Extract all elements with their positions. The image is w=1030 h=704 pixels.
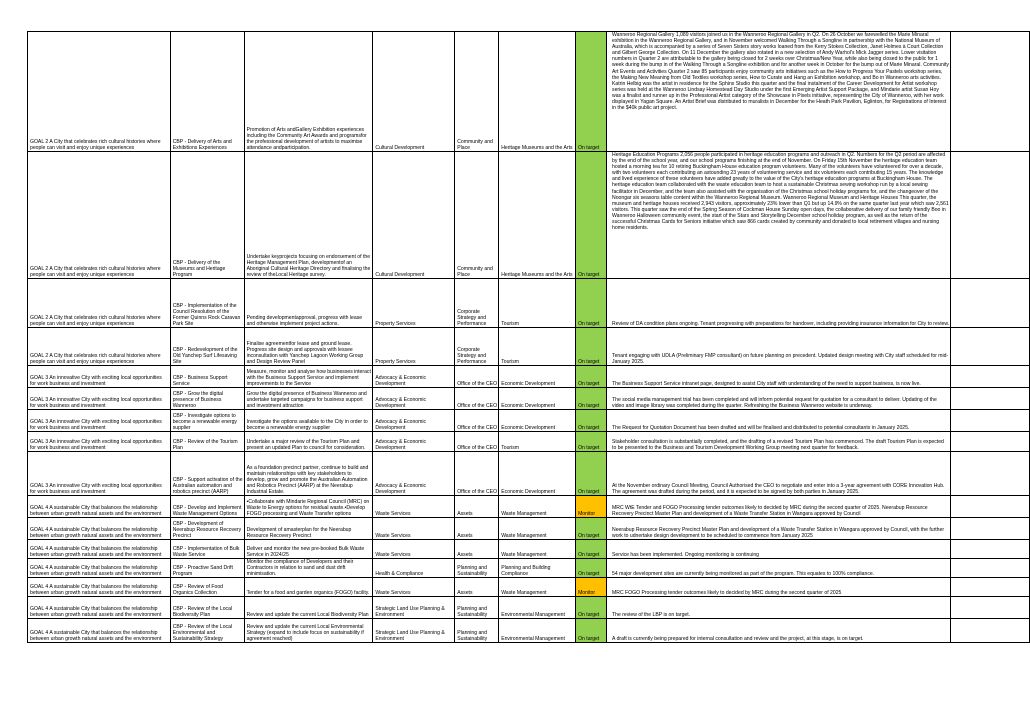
goal-cell[interactable]: GOAL 3 An innovative City with exciting local opportunities for work business and investment: [28, 452, 171, 496]
goal-cell[interactable]: GOAL 2 A City that celebrates rich cultural histories where people can visit and enjoy unique experiences: [28, 328, 171, 366]
project-cell[interactable]: CBP - Review of the Local Environmental and Sustainability Strategy: [170, 619, 244, 643]
directorate-cell[interactable]: Community and Place: [455, 32, 499, 152]
strategy-cell[interactable]: Waste Management: [499, 540, 576, 559]
empty-cell[interactable]: [951, 388, 1030, 410]
empty-cell[interactable]: [951, 328, 1030, 366]
strategy-cell[interactable]: Economic Development: [499, 366, 576, 388]
strategy-cell[interactable]: Economic Development: [499, 452, 576, 496]
goal-cell[interactable]: GOAL 3 An innovative City with exciting local opportunities for work business and investment: [28, 410, 171, 432]
description-cell[interactable]: Review and update the current Local Biodiversity Plan: [244, 597, 373, 619]
comment-cell[interactable]: The Request for Quotation Document has been drafted and will be finalised and distributed to potential consultants in January 2025.: [607, 410, 951, 432]
project-cell[interactable]: CBP - Business Support Service: [170, 366, 244, 388]
project-cell[interactable]: CBP - Develop and Implement Waste Management Options: [170, 496, 244, 518]
table-row: [28, 578, 1030, 597]
empty-cell[interactable]: [951, 597, 1030, 619]
strategy-cell[interactable]: Tourism: [499, 432, 576, 452]
comment-cell[interactable]: MRC FOGO Processing tender outcomes likely to decided by MRC during the second quarter of 2025: [607, 578, 951, 597]
table-row: [28, 388, 1030, 410]
directorate-cell[interactable]: Assets: [455, 578, 499, 597]
project-cell[interactable]: CBP - Delivery of Arts and Exhibitions Experiences: [170, 32, 244, 152]
directorate-cell[interactable]: Planning and Sustainability: [455, 619, 499, 643]
project-cell[interactable]: CBP - Implementation of Bulk Waste Service: [170, 540, 244, 559]
status-cell[interactable]: On target: [576, 559, 607, 578]
comment-cell[interactable]: The Business Support Service intranet page, designed to assist City staff with understanding of the need to support business, is now live.: [607, 366, 951, 388]
directorate-cell[interactable]: Office of the CEO: [455, 410, 499, 432]
table-row: [28, 559, 1030, 578]
status-cell[interactable]: On target: [576, 32, 607, 152]
directorate-cell[interactable]: Planning and Sustainability: [455, 597, 499, 619]
comment-cell[interactable]: The review of the LBP is on target.: [607, 597, 951, 619]
table-row: [28, 540, 1030, 559]
project-cell[interactable]: CBP - Support activation of the Australian automation and robotics precinct (AARP): [170, 452, 244, 496]
goal-cell[interactable]: GOAL 4 A sustainable City that balances the relationship between urban growth natural assets and the environment: [28, 540, 171, 559]
business-unit-cell[interactable]: Strategic Land Use Planning & Environment: [373, 597, 455, 619]
status-cell[interactable]: On target: [576, 388, 607, 410]
strategy-cell[interactable]: Planning and Building Compliance: [499, 559, 576, 578]
status-cell[interactable]: On target: [576, 279, 607, 328]
business-unit-cell[interactable]: Property Services: [373, 279, 455, 328]
comment-cell[interactable]: Service has been implemented. Ongoing monitoring is continuing: [607, 540, 951, 559]
project-cell[interactable]: CBP - Proactive Sand Drift Program: [170, 559, 244, 578]
status-cell[interactable]: On target: [576, 597, 607, 619]
table-row: [28, 366, 1030, 388]
status-cell[interactable]: Monitor: [576, 496, 607, 518]
project-cell[interactable]: CBP - Development of Neerabup Resource Recovery Precinct: [170, 518, 244, 540]
description-cell[interactable]: As a foundation precinct partner, continue to build and maintain relationships with key stakeholders to develop, grow and promote the Australian Automation and Robotics Precinct (AARP) at the Neerabup Industrial Estate.: [244, 452, 373, 496]
description-cell[interactable]: •Collaborate with Mindarie Regional Council (MRC) on Waste to Energy options for residual waste.•Develop FOGO processing and Waste Transfer options: [244, 496, 373, 518]
project-cell[interactable]: CBP - Investigate options to become a renewable energy supplier: [170, 410, 244, 432]
status-cell[interactable]: On target: [576, 518, 607, 540]
goal-cell[interactable]: GOAL 4 A sustainable City that balances the relationship between urban growth natural assets and the environment: [28, 496, 171, 518]
comment-cell[interactable]: Tenant engaging with UDLA (Preliminary FMP consultant) on future planning on precedent. Updated design meeting with City staff scheduled for mid-January 2025.: [607, 328, 951, 366]
directorate-cell[interactable]: Assets: [455, 496, 499, 518]
business-unit-cell[interactable]: Advocacy & Economic Development: [373, 366, 455, 388]
strategy-cell[interactable]: Waste Management: [499, 578, 576, 597]
goal-cell[interactable]: GOAL 2 A City that celebrates rich cultural histories where people can visit and enjoy unique experiences: [28, 32, 171, 152]
directorate-cell[interactable]: Planning and Sustainability: [455, 559, 499, 578]
business-unit-cell[interactable]: Strategic Land Use Planning & Environment: [373, 619, 455, 643]
report-table: [27, 31, 1030, 643]
description-cell[interactable]: Grow the digital presence of Business Wanneroo and undertake targeted campaigns for business support and investment attraction: [244, 388, 373, 410]
project-cell[interactable]: CBP - Review of the Tourism Plan: [170, 432, 244, 452]
table-row: [28, 518, 1030, 540]
empty-cell[interactable]: [951, 152, 1030, 279]
strategy-cell[interactable]: Waste Management: [499, 496, 576, 518]
goal-cell[interactable]: GOAL 3 An innovative City with exciting local opportunities for work business and investment: [28, 366, 171, 388]
goal-cell[interactable]: GOAL 4 A sustainable City that balances the relationship between urban growth natural assets and the environment: [28, 559, 171, 578]
project-cell[interactable]: CBP - Redevelopment of the Old Yanchep Surf Lifesaving Site: [170, 328, 244, 366]
strategy-cell[interactable]: Environmental Management: [499, 597, 576, 619]
strategy-cell[interactable]: Waste Management: [499, 518, 576, 540]
status-cell[interactable]: On target: [576, 452, 607, 496]
comment-cell[interactable]: Review of DA condition plans ongoing. Tenant progressing with preparations for handover, including providing insurance information for City to review.: [607, 279, 951, 328]
strategy-cell[interactable]: Tourism: [499, 328, 576, 366]
table-row: [28, 452, 1030, 496]
directorate-cell[interactable]: Office of the CEO: [455, 366, 499, 388]
empty-cell[interactable]: [951, 432, 1030, 452]
business-unit-cell[interactable]: Property Services: [373, 328, 455, 366]
project-cell[interactable]: CBP - Review of Food Organics Collection: [170, 578, 244, 597]
status-cell[interactable]: On target: [576, 366, 607, 388]
table-row: [28, 328, 1030, 366]
business-unit-cell[interactable]: Waste Services: [373, 518, 455, 540]
description-cell[interactable]: Finalise agreementfor lease and ground lease. Progress site design and approvals with lessee inconsultation with Yanchep Lagoon Working Group and Design Review Panel: [244, 328, 373, 366]
goal-cell[interactable]: GOAL 2 A City that celebrates rich cultural histories where people can visit and enjoy unique experiences: [28, 152, 171, 279]
status-cell[interactable]: On target: [576, 152, 607, 279]
directorate-cell[interactable]: Corporate Strategy and Performance: [455, 279, 499, 328]
goal-cell[interactable]: GOAL 3 An innovative City with exciting local opportunities for work business and investment: [28, 388, 171, 410]
description-cell[interactable]: Promotion of Arts andGallery Exhibition experiences including the Community Art Awards and programsfor the professional development of artists to maximise attendance andparticipation.: [244, 32, 373, 152]
table-row: [28, 496, 1030, 518]
description-cell[interactable]: Undertake a major review of the Tourism Plan and present an updated Plan to council for consideration.: [244, 432, 373, 452]
strategy-cell[interactable]: Environmental Management: [499, 619, 576, 643]
goal-cell[interactable]: GOAL 2 A City that celebrates rich cultural histories where people can visit and enjoy unique experiences: [28, 279, 171, 328]
comment-cell[interactable]: Heritage Education Programs 2,056 people participated in heritage education programs and outreach in Q2. Numbers for the Q2 period are affected by the end of the school year, and our school programs finishing at the end of November. On Friday 15th November the heritage education team hosted a morning tea for 10 retiring Buckingham House education program volunteers. Many of the volunteers have volunteered for over a decade, with two volunteers each contributing an astounding 23 years of volunteering service and six volunteers each contributing 15 years. The knowledge and lived experience of these volunteers have added greatly to the value of the City's heritage education programs at Buckingham House. The heritage education team collaborated with the waste education team to host a sustainable Christmas sewing workshop run by a local sewing facilitator in December, and the team also assisted with the organisation of the Christmas school holiday programs for, and the changeover of the Noongar six seasons table content within the Wanneroo Regional Museum. Wanneroo Regional Museum and Heritage Houses This quarter, the museum and heritage houses received 2,943 visitors, approximately 23% lower than Q1 but up 14.9% on the same quarter last year which saw 2,561 visitors. This quarter saw the end of the Spring Season of Cockman House Sunday open days, the collaborative delivery of our family friendly Boo in Wanneroo Halloween community event, the start of the Stars and Storytelling December school holiday program, as well as the return of the successful Christmas Cards for Seniors initiative which saw 866 cards created by community and donated to local retirement villages and nursing home residents.: [607, 152, 951, 279]
status-cell[interactable]: On target: [576, 410, 607, 432]
business-unit-cell[interactable]: Advocacy & Economic Development: [373, 388, 455, 410]
goal-cell[interactable]: GOAL 4 A sustainable City that balances the relationship between urban growth natural assets and the environment: [28, 518, 171, 540]
description-cell[interactable]: Monitor the compliance of Developers and their Contractors in relation to sand and dust drift minimisation.: [244, 559, 373, 578]
business-unit-cell[interactable]: Waste Services: [373, 496, 455, 518]
status-cell[interactable]: On target: [576, 328, 607, 366]
table-row: [28, 152, 1030, 279]
business-unit-cell[interactable]: Advocacy & Economic Development: [373, 452, 455, 496]
strategy-cell[interactable]: Tourism: [499, 279, 576, 328]
strategy-cell[interactable]: Economic Development: [499, 410, 576, 432]
description-cell[interactable]: Tender for a food and garden organics (FOGO) facility.: [244, 578, 373, 597]
description-cell[interactable]: Deliver and monitor the new pre-booked Bulk Waste Service in 2024/25: [244, 540, 373, 559]
strategy-cell[interactable]: Economic Development: [499, 388, 576, 410]
comment-cell[interactable]: Wanneroo Regional Gallery 1,089 visitors joined us in the Wanneroo Regional Gallery in Q2. On 26 October we farewelled the Marie Minaral exhibition in the Wanneroo Regional Gallery, and in November welcomed Walking Through a Songline in partnership with the National Museum of Australia, which is accompanied by a series of Seven Sisters story works loaned from the Kerry Stokes Collection, Janet Holmes à Court Collection and Gilbert George Collection. On 11 December the gallery also rotated in a new selection of Andy Warhol's Mick Jagger series. Lower visitation numbers in Quarter 2 are attributable to the gallery being closed for 2 weeks over Christmas/New Year, while also being closed to the public for 1 week during the bump in of the Walking Through a Songline exhibition and for another week in October for the bump out of Marie Minaral. Community Art Events and Activities Quarter 2 saw 85 participants enjoy community arts initiatives such as the How to Progress Your Pastels workshop series, the Making New Meaning from Old Textiles workshop series, How to Curate and Hang an Exhibition workshop, and Bo in Wanneroo arts activities. Katrin Helbig was the artist in residence for the Sphinx Studio this quarter and the final instalment of the Career Development for Artist workshop series was held at the Wanneroo Lindsay Homestead Day Studio under the first Emerging Artist Support Package, and Mindarie artist Susan Hoy was a finalist and runner up in the Professional Artist category of the Showcase in Pixels initiative, representing the City of Wanneroo, with her work displayed in Yagan Square. An Artist Brief was distributed to muralists in December for the Heath Park Pavilion, Eglinton, for Registrations of Interest in the $40k public art project.: [607, 32, 951, 152]
status-cell[interactable]: On target: [576, 619, 607, 643]
empty-cell[interactable]: [951, 518, 1030, 540]
empty-cell[interactable]: [951, 619, 1030, 643]
empty-cell[interactable]: [951, 366, 1030, 388]
directorate-cell[interactable]: Office of the CEO: [455, 432, 499, 452]
project-cell[interactable]: CBP - Review of the Local Biodiversity Plan: [170, 597, 244, 619]
directorate-cell[interactable]: Corporate Strategy and Performance: [455, 328, 499, 366]
description-cell[interactable]: Pending developmentapproval, progress with lease and otherwise implement project actions.: [244, 279, 373, 328]
comment-cell[interactable]: 54 major development sites are currently being monitored as part of the program. This equates to 100% compliance.: [607, 559, 951, 578]
table-row: [28, 619, 1030, 643]
business-unit-cell[interactable]: Advocacy & Economic Development: [373, 432, 455, 452]
directorate-cell[interactable]: Office of the CEO: [455, 388, 499, 410]
goal-cell[interactable]: GOAL 4 A sustainable City that balances the relationship between urban growth natural assets and the environment: [28, 619, 171, 643]
comment-cell[interactable]: Neerabup Resource Recovery Precinct Master Plan and development of a Waste Transfer Station in Wangara approved by Council, with the further work to udnertake design development to be scheduled to commence from January 2025: [607, 518, 951, 540]
description-cell[interactable]: Development of amasterplan for the Neerabup Resource Recovery Precinct: [244, 518, 373, 540]
empty-cell[interactable]: [951, 410, 1030, 432]
strategy-cell[interactable]: Heritage Museums and the Arts: [499, 32, 576, 152]
goal-cell[interactable]: GOAL 4 A sustainable City that balances the relationship between urban growth natural assets and the environment: [28, 597, 171, 619]
business-unit-cell[interactable]: Cultural Development: [373, 32, 455, 152]
empty-cell[interactable]: [951, 578, 1030, 597]
project-cell[interactable]: CBP - Delivery of the Museums and Heritage Program: [170, 152, 244, 279]
goal-cell[interactable]: GOAL 4 A sustainable City that balances the relationship between urban growth natural assets and the environment: [28, 578, 171, 597]
comment-cell[interactable]: The social media management trial has been completed and will inform potential request for quotation for a consultant to deliver. Updating of the video and image library was completed during the quarter. Refreshing the Business Wanneroo website is underway.: [607, 388, 951, 410]
project-cell[interactable]: CBP - Implementation of the Council Resolution of the Former Quinns Rock Caravan Park Site: [170, 279, 244, 328]
directorate-cell[interactable]: Office of the CEO: [455, 452, 499, 496]
goal-cell[interactable]: GOAL 3 An innovative City with exciting local opportunities for work business and investment: [28, 432, 171, 452]
comment-cell[interactable]: At the November ordinary Council Meeting, Council Authorised the CEO to negotiate and enter into a 3-year agreement with CORE Innovation Hub. The agreement was drafted during the period, and it is expected to be signed by both parties in January 2025.: [607, 452, 951, 496]
business-unit-cell[interactable]: Health & Compliance: [373, 559, 455, 578]
directorate-cell[interactable]: Assets: [455, 540, 499, 559]
status-cell[interactable]: Monitor: [576, 578, 607, 597]
status-cell[interactable]: On target: [576, 540, 607, 559]
status-cell[interactable]: On target: [576, 432, 607, 452]
comment-cell[interactable]: MRC WtE Tender and FOGO Processing tender outcomes likely to decided by MRC during the second quarter of 2025. Neerabup Resource Recovery Precinct Master Plan and development of a Waste Transfer Station in Wangara approved by Council: [607, 496, 951, 518]
strategy-cell[interactable]: Heritage Museums and the Arts: [499, 152, 576, 279]
table-row: [28, 32, 1030, 152]
description-cell[interactable]: Measure, monitor and analyse how businesses interact with the Business Support Service and implement improvements to the Service: [244, 366, 373, 388]
table-row: [28, 597, 1030, 619]
empty-cell[interactable]: [951, 540, 1030, 559]
business-unit-cell[interactable]: Advocacy & Economic Development: [373, 410, 455, 432]
empty-cell[interactable]: [951, 559, 1030, 578]
business-unit-cell[interactable]: Cultural Development: [373, 152, 455, 279]
business-unit-cell[interactable]: Waste Services: [373, 540, 455, 559]
table-row: [28, 432, 1030, 452]
comment-cell[interactable]: A draft is currently being prepared for internal consultation and review and the project, at this stage, is on target.: [607, 619, 951, 643]
business-unit-cell[interactable]: Waste Services: [373, 578, 455, 597]
directorate-cell[interactable]: Assets: [455, 518, 499, 540]
directorate-cell[interactable]: Community and Place: [455, 152, 499, 279]
project-cell[interactable]: CBP - Grow the digital presence of Business Wanneroo: [170, 388, 244, 410]
description-cell[interactable]: Investigate the options available to the City in order to become a renewable energy supplier: [244, 410, 373, 432]
description-cell[interactable]: Undertake keyprojects focusing on endorsement of the Heritage Management Plan, developmentof an Aboriginal Cultural Heritage Directory and finalising the review of theLocal Heritage survey.: [244, 152, 373, 279]
empty-cell[interactable]: [951, 279, 1030, 328]
description-cell[interactable]: Review and update the current Local Environmental Strategy (expand to include focus on sustainability if agreement reached): [244, 619, 373, 643]
empty-cell[interactable]: [951, 496, 1030, 518]
table-row: [28, 279, 1030, 328]
comment-cell[interactable]: Stakeholder consultation is substantially completed, and the drafting of a revised Tourism Plan has commenced. The draft Tourism Plan is expected to be presented to the Business and Tourism Development Working Group meeting next quarter for feedback.: [607, 432, 951, 452]
empty-cell[interactable]: [951, 32, 1030, 152]
table-row: [28, 410, 1030, 432]
empty-cell[interactable]: [951, 452, 1030, 496]
